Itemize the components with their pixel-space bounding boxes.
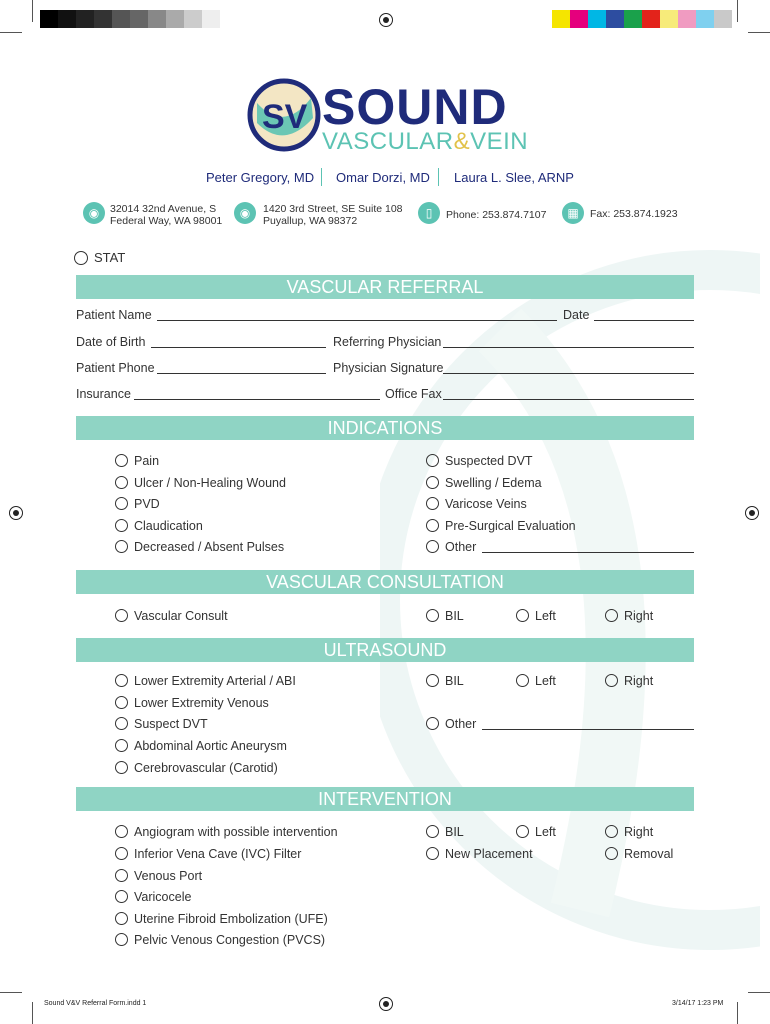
brand-vascular: VASCULAR [322, 128, 454, 155]
option-carotid[interactable]: Cerebrovascular (Carotid) [115, 761, 278, 775]
section-header-indications: INDICATIONS [76, 416, 694, 440]
grayscale-bar [40, 10, 220, 28]
ultrasound-left[interactable]: Left [516, 674, 556, 688]
consult-right[interactable]: Right [605, 609, 653, 623]
office-fax-field[interactable] [443, 399, 694, 400]
ultrasound-right[interactable]: Right [605, 674, 653, 688]
option-le-venous[interactable]: Lower Extremity Venous [115, 696, 269, 710]
option-decreased-pulses[interactable]: Decreased / Absent Pulses [115, 540, 284, 554]
option-varicose-veins[interactable]: Varicose Veins [426, 497, 527, 511]
fax-number: Fax: 253.874.1923 [590, 208, 678, 220]
location-pin-icon: ◉ [234, 202, 256, 224]
color-bar [552, 10, 732, 28]
option-varicocele[interactable]: Varicocele [115, 890, 191, 904]
registration-mark-left [9, 506, 23, 520]
address-1: 32014 32nd Avenue, S Federal Way, WA 98001 [110, 203, 223, 227]
label-office-fax: Office Fax [385, 387, 442, 401]
crop-mark [32, 0, 33, 22]
date-field[interactable] [594, 320, 694, 321]
stat-checkbox[interactable]: STAT [74, 250, 125, 266]
option-other-indication[interactable]: Other [426, 540, 476, 554]
option-suspect-dvt[interactable]: Suspect DVT [115, 717, 208, 731]
divider [438, 168, 439, 186]
option-ufe[interactable]: Uterine Fibroid Embolization (UFE) [115, 912, 328, 926]
dob-field[interactable] [151, 347, 326, 348]
consult-bil[interactable]: BIL [426, 609, 464, 623]
label-date: Date [563, 308, 590, 322]
footer-timestamp: 3/14/17 1:23 PM [672, 1000, 724, 1007]
option-pre-surgical[interactable]: Pre-Surgical Evaluation [426, 519, 576, 533]
brand-subtitle [322, 128, 528, 156]
section-header-ultrasound: ULTRASOUND [76, 638, 694, 662]
label-insurance: Insurance [76, 387, 131, 401]
intervention-bil[interactable]: BIL [426, 825, 464, 839]
option-le-arterial[interactable]: Lower Extremity Arterial / ABI [115, 674, 296, 688]
intervention-left[interactable]: Left [516, 825, 556, 839]
option-pvcs[interactable]: Pelvic Venous Congestion (PVCS) [115, 933, 325, 947]
doctor-2: Omar Dorzi, MD [336, 170, 430, 185]
section-header-intervention: INTERVENTION [76, 787, 694, 811]
phone-icon: ▯ [418, 202, 440, 224]
insurance-field[interactable] [134, 399, 380, 400]
option-swelling[interactable]: Swelling / Edema [426, 476, 542, 490]
intervention-removal[interactable]: Removal [605, 847, 673, 861]
label-dob: Date of Birth [76, 335, 146, 349]
patient-phone-field[interactable] [157, 373, 326, 374]
logo-mark [247, 78, 321, 152]
crop-mark [737, 0, 738, 22]
doctor-1: Peter Gregory, MD [206, 170, 315, 185]
fax-icon: ▦ [562, 202, 584, 224]
ultrasound-bil[interactable]: BIL [426, 674, 464, 688]
option-aaa[interactable]: Abdominal Aortic Aneurysm [115, 739, 287, 753]
location-pin-icon: ◉ [83, 202, 105, 224]
section-header-referral: VASCULAR REFERRAL [76, 275, 694, 299]
brand-name: SOUND [322, 79, 508, 135]
option-claudication[interactable]: Claudication [115, 519, 203, 533]
label-referring-physician: Referring Physician [333, 335, 442, 349]
option-ulcer[interactable]: Ulcer / Non-Healing Wound [115, 476, 286, 490]
option-suspected-dvt[interactable]: Suspected DVT [426, 454, 533, 468]
phone-number: Phone: 253.874.7107 [446, 209, 547, 221]
footer-filename: Sound V&V Referral Form.indd 1 [44, 1000, 147, 1007]
registration-mark-top [379, 13, 393, 27]
watermark-logo [380, 210, 760, 990]
physician-signature-field[interactable] [443, 373, 694, 374]
option-pain[interactable]: Pain [115, 454, 159, 468]
patient-name-field[interactable] [157, 320, 557, 321]
option-ivc-filter[interactable]: Inferior Vena Cave (IVC) Filter [115, 847, 301, 861]
option-pvd[interactable]: PVD [115, 497, 160, 511]
section-header-consultation: VASCULAR CONSULTATION [76, 570, 694, 594]
registration-mark-bottom [379, 997, 393, 1011]
brand-ampersand: & [453, 128, 471, 155]
referring-physician-field[interactable] [443, 347, 694, 348]
label-patient-name: Patient Name [76, 308, 152, 322]
intervention-right[interactable]: Right [605, 825, 653, 839]
crop-mark [0, 32, 22, 33]
consult-left[interactable]: Left [516, 609, 556, 623]
ultrasound-other[interactable]: Other [426, 717, 476, 731]
option-venous-port[interactable]: Venous Port [115, 869, 202, 883]
label-patient-phone: Patient Phone [76, 361, 155, 375]
label-physician-signature: Physician Signature [333, 361, 444, 375]
crop-mark [32, 1002, 33, 1024]
other-indication-field[interactable] [482, 552, 694, 553]
crop-mark [737, 1002, 738, 1024]
logo-initials: SV [262, 98, 308, 136]
crop-mark [748, 992, 770, 993]
address-2: 1420 3rd Street, SE Suite 108 Puyallup, WA 98372 [263, 203, 403, 227]
doctor-3: Laura L. Slee, ARNP [454, 170, 574, 185]
option-angiogram[interactable]: Angiogram with possible intervention [115, 825, 338, 839]
intervention-new-placement[interactable]: New Placement [426, 847, 533, 861]
ultrasound-other-field[interactable] [482, 729, 694, 730]
divider [321, 168, 322, 186]
crop-mark [748, 32, 770, 33]
brand-vein: VEIN [470, 128, 529, 155]
option-vascular-consult[interactable]: Vascular Consult [115, 609, 228, 623]
crop-mark [0, 992, 22, 993]
